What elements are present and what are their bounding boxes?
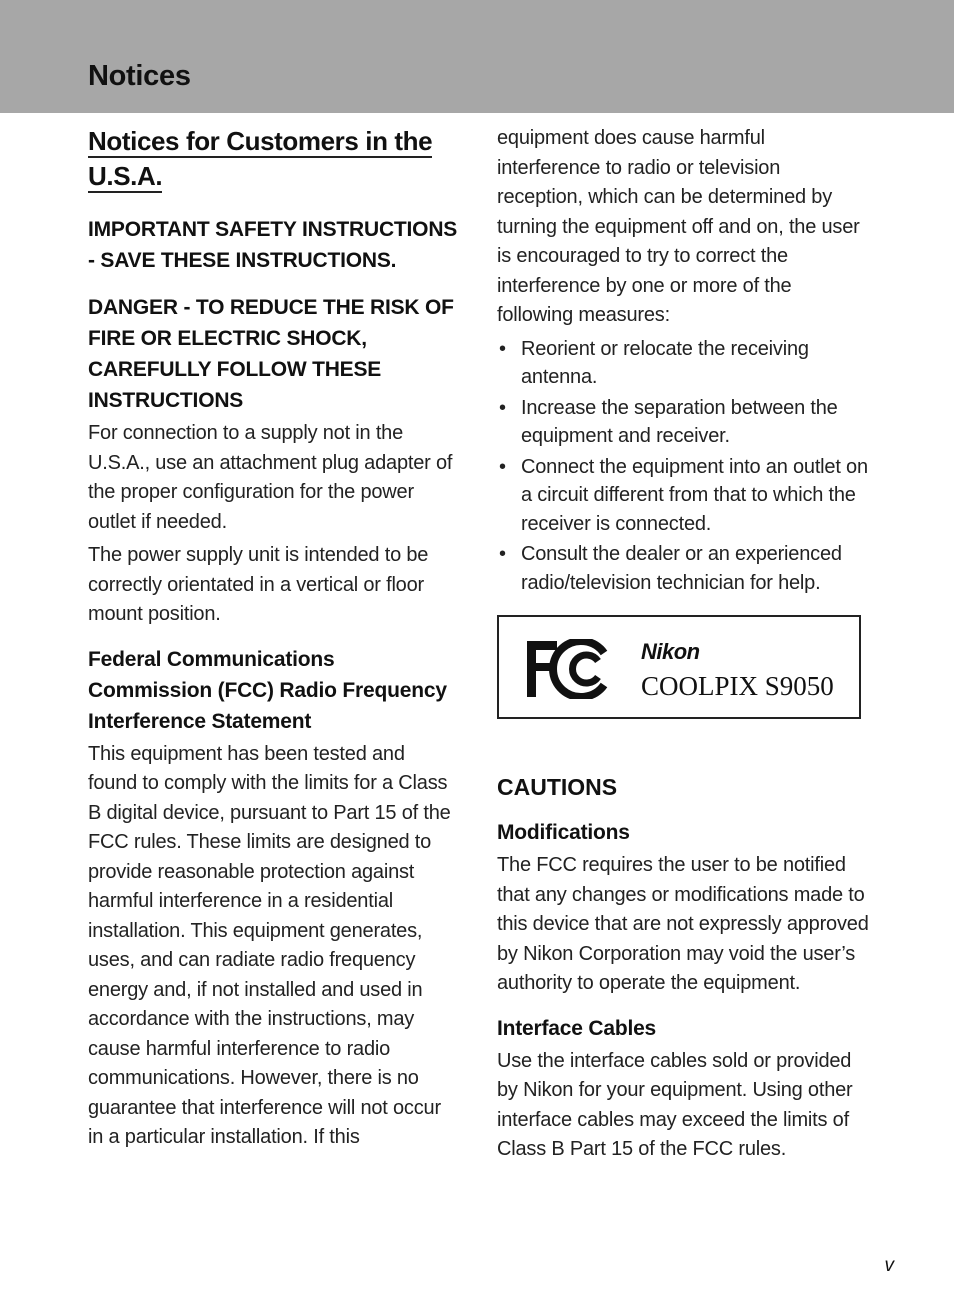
bullet-icon: • — [499, 396, 506, 419]
section-title-line2: U.S.A. — [88, 161, 163, 191]
safety-heading: IMPORTANT SAFETY INSTRUCTIONS - SAVE THESE INSTRUCTIONS. — [88, 218, 458, 272]
supply-paragraph: For connection to a supply not in the U.S.A., use an attachment plug adapter of the proper configuration for the power outlet if needed. — [88, 422, 453, 533]
modifications-heading: Modifications — [497, 821, 630, 844]
brand-logo: Nikon — [641, 639, 700, 664]
fcc-statement-heading: Federal Communications Commission (FCC) Radio Frequency Interference Statement — [88, 647, 447, 733]
header-band — [0, 0, 954, 113]
list-item: • Reorient or relocate the receiving antenna. — [497, 335, 869, 392]
bullet-icon: • — [499, 543, 506, 565]
model-name: COOLPIX S9050 — [641, 671, 834, 701]
continued-paragraph: equipment does cause harmful interference to radio or television reception, which can be determined by turning the equipment off and on, the user is encouraged to try to correct the interference by one or more of the following measures: — [497, 127, 860, 326]
danger-heading: DANGER - TO REDUCE THE RISK OF FIRE OR ELECTRIC SHOCK, CAREFULLY FOLLOW THESE INSTRUCTIONS — [88, 296, 454, 412]
bullet-icon: • — [499, 455, 506, 478]
interface-cables-paragraph: Use the interface cables sold or provided by Nikon for your equipment. Using other interface cables may exceed the limits of Class B Part 15 of the FCC rules. — [497, 1049, 853, 1160]
list-item: • Increase the separation between the equipment and receiver. — [497, 394, 869, 451]
fcc-statement-paragraph: This equipment has been tested and found to comply with the limits for a Class B digital device, pursuant to Part 15 of the FCC rules. These limits are designed to provide reasonable protection against harmful interference in a residential installation. This equipment generates, uses, and can radiate radio frequency energy and, if not installed and used in accordance with the instructions, may cause harmful interference to radio communications. However, there is no guarantee that interference will not occur in a particular installation. If this — [88, 742, 451, 1148]
list-item: • Consult the dealer or an experienced radio/television technician for help. — [497, 540, 869, 597]
cautions-heading: CAUTIONS — [497, 774, 618, 800]
left-column — [88, 124, 458, 1157]
fcc-logo-icon — [525, 639, 609, 699]
modifications-paragraph: The FCC requires the user to be notified that any changes or modifications made to this device that are not expressly approved by Nikon Corporation may void the user’s authority to operate the equipment. — [497, 854, 869, 994]
section-title — [88, 124, 458, 194]
bullet-icon: • — [499, 337, 506, 360]
power-unit-paragraph: The power supply unit is intended to be correctly orientated in a vertical or floor mount position. — [88, 544, 429, 625]
measures-list — [497, 335, 869, 598]
list-item: • Connect the equipment into an outlet on a circuit different from that to which the receiver is connected. — [497, 453, 869, 539]
fcc-compliance-box — [497, 615, 861, 719]
page-number: v — [884, 1255, 894, 1276]
section-title-line1: Notices for Customers in the — [88, 126, 433, 156]
interface-cables-heading: Interface Cables — [497, 1016, 657, 1040]
page-title: Notices — [88, 60, 191, 92]
right-column — [497, 124, 869, 1169]
